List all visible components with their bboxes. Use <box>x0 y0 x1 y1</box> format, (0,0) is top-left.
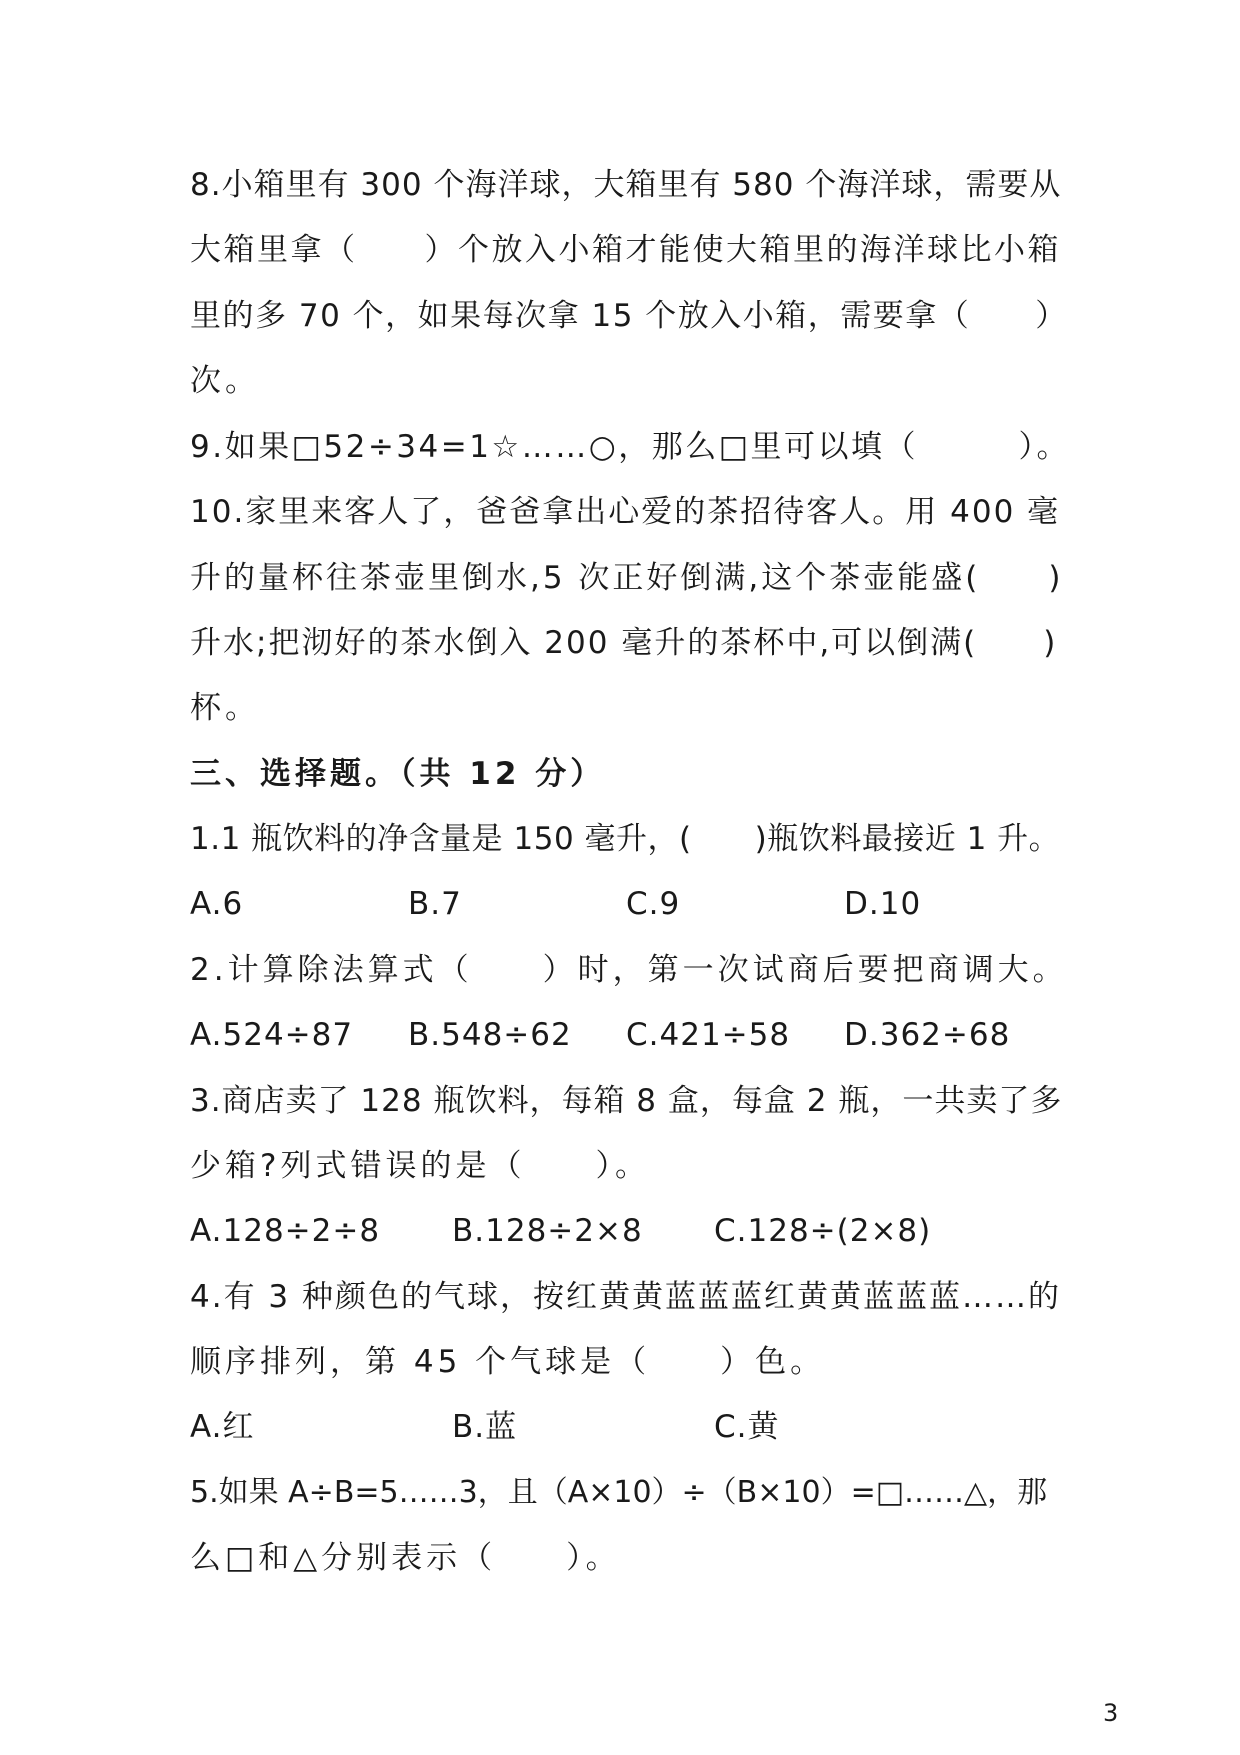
question-8-line-4: 次。 <box>190 363 260 399</box>
choice-4-option-c: C.黄 <box>714 1409 780 1445</box>
question-10-line-4: 杯。 <box>190 690 260 726</box>
choice-4-option-a: A.红 <box>190 1409 255 1445</box>
question-10-line-1: 10.家里来客人了，爸爸拿出心爱的茶招待客人。用 400 毫 <box>190 494 1061 530</box>
choice-4-line-2: 顺序排列，第 45 个气球是（ ）色。 <box>190 1344 826 1380</box>
choice-3-option-b: B.128÷2×8 <box>452 1213 643 1249</box>
choice-1-option-b: B.7 <box>408 886 462 922</box>
choice-1-option-d: D.10 <box>844 886 922 922</box>
choice-1-stem: 1.1 瓶饮料的净含量是 150 毫升，( )瓶饮料最接近 1 升。 <box>190 821 1061 857</box>
page-number: 3 <box>1103 1699 1119 1727</box>
choice-2-option-c: C.421÷58 <box>626 1017 791 1053</box>
choice-1-option-a: A.6 <box>190 886 244 922</box>
choice-3-line-1: 3.商店卖了 128 瓶饮料，每箱 8 盒，每盒 2 瓶，一共卖了多 <box>190 1083 1063 1119</box>
choice-1-option-c: C.9 <box>626 886 681 922</box>
question-8-line-2: 大箱里拿（ ）个放入小箱才能使大箱里的海洋球比小箱 <box>190 232 1061 268</box>
question-10-line-2: 升的量杯往茶壶里倒水,5 次正好倒满,这个茶壶能盛( ) <box>190 560 1064 596</box>
choice-2-stem: 2.计算除法算式（ ）时，第一次试商后要把商调大。 <box>190 952 1068 988</box>
question-8-line-1: 8.小箱里有 300 个海洋球，大箱里有 580 个海洋球，需要从 <box>190 167 1062 203</box>
choice-4-line-1: 4.有 3 种颜色的气球，按红黄黄蓝蓝蓝红黄黄蓝蓝蓝……的 <box>190 1279 1062 1315</box>
question-8-line-3: 里的多 70 个，如果每次拿 15 个放入小箱，需要拿（ ） <box>190 298 1068 334</box>
choice-4-option-b: B.蓝 <box>452 1409 518 1445</box>
choice-3-option-c: C.128÷(2×8) <box>714 1213 932 1249</box>
choice-2-option-d: D.362÷68 <box>844 1017 1011 1053</box>
choice-3-option-a: A.128÷2÷8 <box>190 1213 381 1249</box>
section-3-title: 三、选择题。（共 12 分） <box>190 756 606 792</box>
choice-5-line-2: 么□和△分别表示（ ）。 <box>190 1540 621 1576</box>
question-9-line-1: 9.如果□52÷34=1☆……○，那么□里可以填（ ）。 <box>190 429 1071 465</box>
choice-3-line-2: 少箱?列式错误的是（ ）。 <box>190 1148 650 1184</box>
question-10-line-3: 升水;把沏好的茶水倒入 200 毫升的茶杯中,可以倒满( ) <box>190 625 1058 661</box>
choice-2-option-a: A.524÷87 <box>190 1017 354 1053</box>
choice-5-line-1: 5.如果 A÷B=5……3，且（A×10）÷（B×10）=□……△，那 <box>190 1475 1048 1510</box>
choice-2-option-b: B.548÷62 <box>408 1017 572 1053</box>
